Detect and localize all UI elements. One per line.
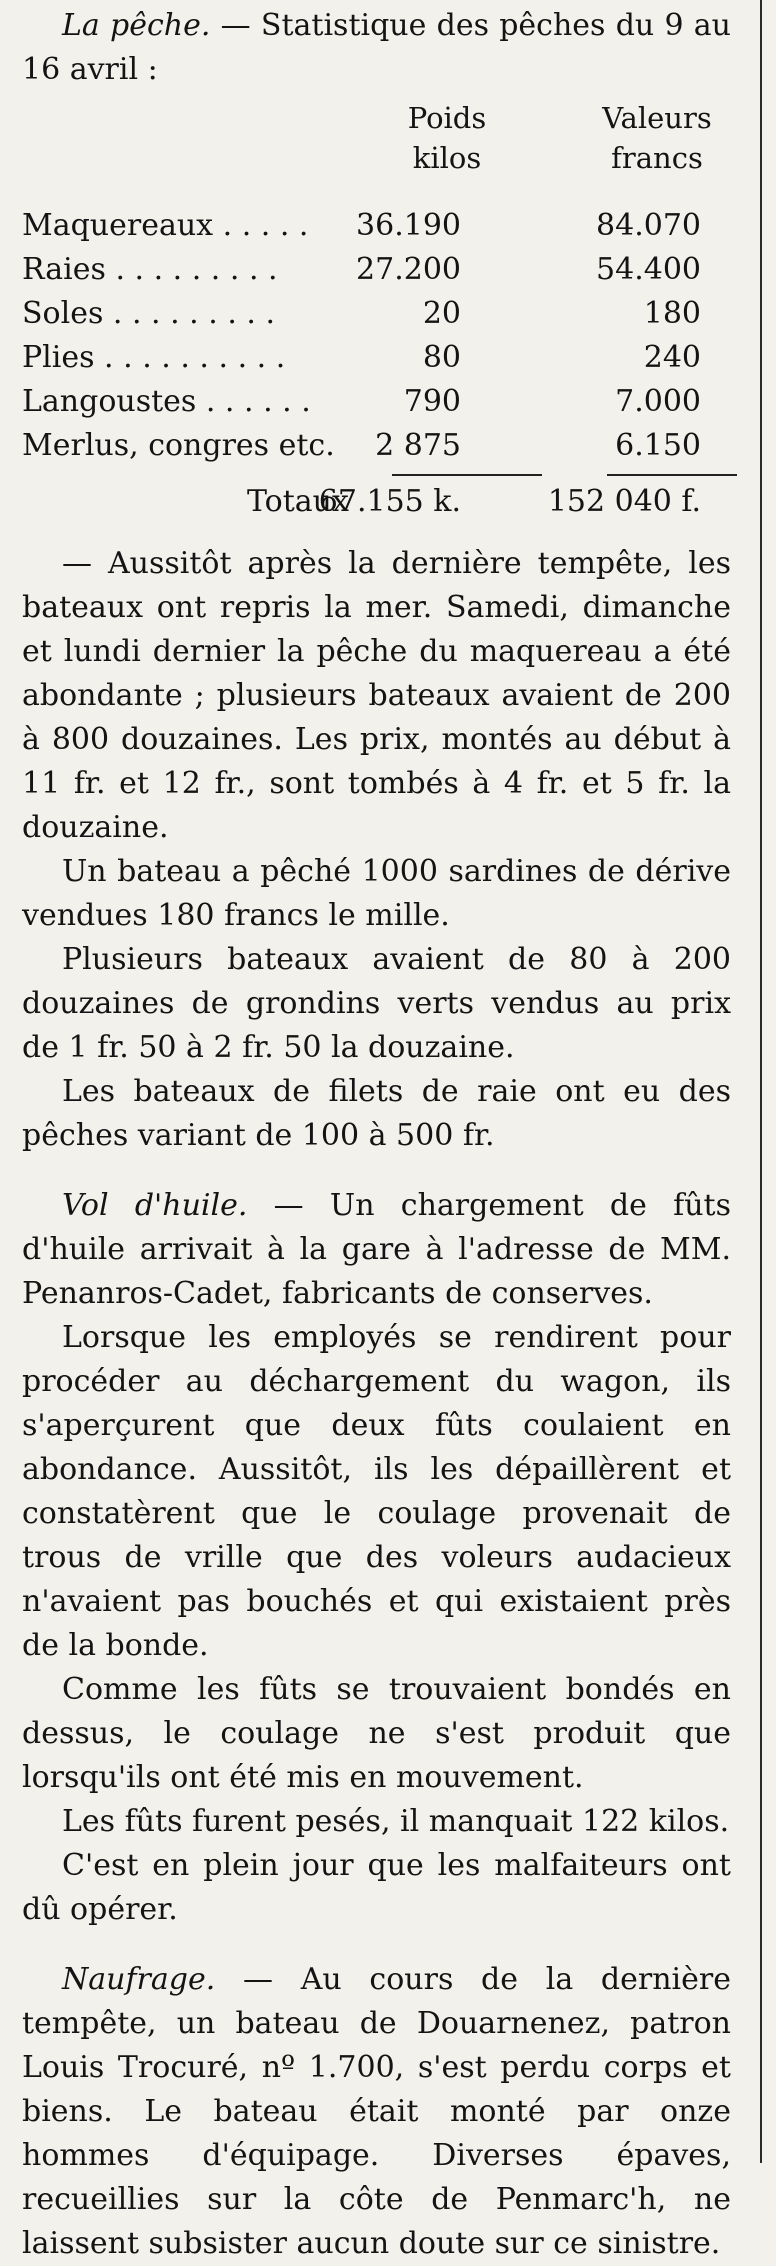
weight-header-line2: kilos [412,141,482,175]
value-header [582,98,732,178]
row-value: 54.400 [596,252,701,287]
peche-intro [22,4,731,92]
row-name: Soles . . . . . . . . . [22,296,276,331]
column-rule [760,0,762,2163]
row-value: 84.070 [596,208,701,243]
value-header-line2: francs [611,141,703,175]
row-name: Plies . . . . . . . . . . [22,340,286,375]
peche-intro-text: — Statistique des pêches du 9 au 16 avril : [22,8,731,87]
value-header-line1: Valeurs [602,101,712,135]
table-row [22,336,731,380]
vol-intro [22,1184,731,1316]
totals-value: 152 040 f. [547,484,701,519]
table-row [22,424,731,468]
weight-total-rule [392,474,542,476]
row-weight: 27.200 [356,252,461,287]
stat-table [22,204,731,468]
table-row [22,248,731,292]
table-row [22,204,731,248]
row-weight: 2 875 [375,428,461,463]
row-value: 180 [643,296,701,331]
row-name: Merlus, congres etc. [22,428,335,463]
totals-label: Totaux [247,484,349,519]
peche-paragraph: — Aussitôt après la dernière tempête, les bateaux ont repris la mer. Samedi, dimanche et lundi dernier la pêche du maquereau a été abondante ; plusieurs bateaux avaient de 200 à 800 douzaines. Les prix, montés au début à 11 fr. et 12 fr., sont tombés à 4 fr. et 5 fr. la douzaine. [22,546,731,845]
article-vol [22,1184,731,1932]
row-weight: 80 [422,340,461,375]
naufrage-rubric: Naufrage. [62,1962,216,1997]
table-row [22,292,731,336]
naufrage-intro-text: — Au cours de la dernière tempête, un bateau de Douarnenez, patron Louis Trocuré, nº 1.700, s'est perdu corps et biens. Le bateau était monté par onze hommes d'équipage. Diverses épaves, recueillies sur la côte de Penmarc'h, ne laissent subsister aucun doute sur ce sinistre. [22,1962,731,2261]
row-value: 7.000 [615,384,701,419]
vol-paragraph: Lorsque les employés se rendirent pour procéder au déchargement du wagon, ils s'aperçurent que deux fûts coulaient en abondance. Aussitôt, ils les dépaillèrent et constatèrent que le coulage provenait de trous de vrille que des voleurs audacieux n'avaient pas bouchés et qui existaient près de la bonde. [22,1320,731,1663]
vol-paragraph: C'est en plein jour que les malfaiteurs ont dû opérer. [22,1848,731,1927]
peche-rubric: La pêche. [62,8,211,43]
row-weight: 20 [422,296,461,331]
row-value: 6.150 [615,428,701,463]
totals-row [22,480,731,530]
vol-paragraph: Les fûts furent pesés, il manquait 122 kilos. [62,1804,730,1839]
vol-intro-text: — Un chargement de fûts d'huile arrivait à la gare à l'adresse de MM. Penanros-Cadet, fabricants de conserves. [22,1188,731,1311]
totals-weight: 67.155 k. [318,484,461,519]
value-total-rule [607,474,737,476]
stat-table-header [22,98,731,190]
weight-header [382,98,512,178]
row-weight: 36.190 [356,208,461,243]
vol-rubric: Vol d'huile. [62,1188,248,1223]
table-row [22,380,731,424]
vol-paragraph: Comme les fûts se trouvaient bondés en dessus, le coulage ne s'est produit que lorsqu'ils ont été mis en mouvement. [22,1672,731,1795]
row-weight: 790 [403,384,461,419]
peche-paragraph: Un bateau a pêché 1000 sardines de dérive vendues 180 francs le mille. [22,854,731,933]
naufrage-intro [22,1958,731,2266]
row-name: Maquereaux . . . . . [22,208,309,243]
row-name: Raies . . . . . . . . . [22,252,278,287]
weight-header-line1: Poids [407,101,487,135]
article-naufrage [22,1958,731,2266]
row-name: Langoustes . . . . . . [22,384,311,419]
row-value: 240 [643,340,701,375]
peche-paragraph: Plusieurs bateaux avaient de 80 à 200 douzaines de grondins verts vendus au prix de 1 fr. 50 à 2 fr. 50 la douzaine. [22,942,731,1065]
peche-paragraph: Les bateaux de filets de raie ont eu des pêches variant de 100 à 500 fr. [22,1074,731,1153]
article-peche [22,0,731,1158]
